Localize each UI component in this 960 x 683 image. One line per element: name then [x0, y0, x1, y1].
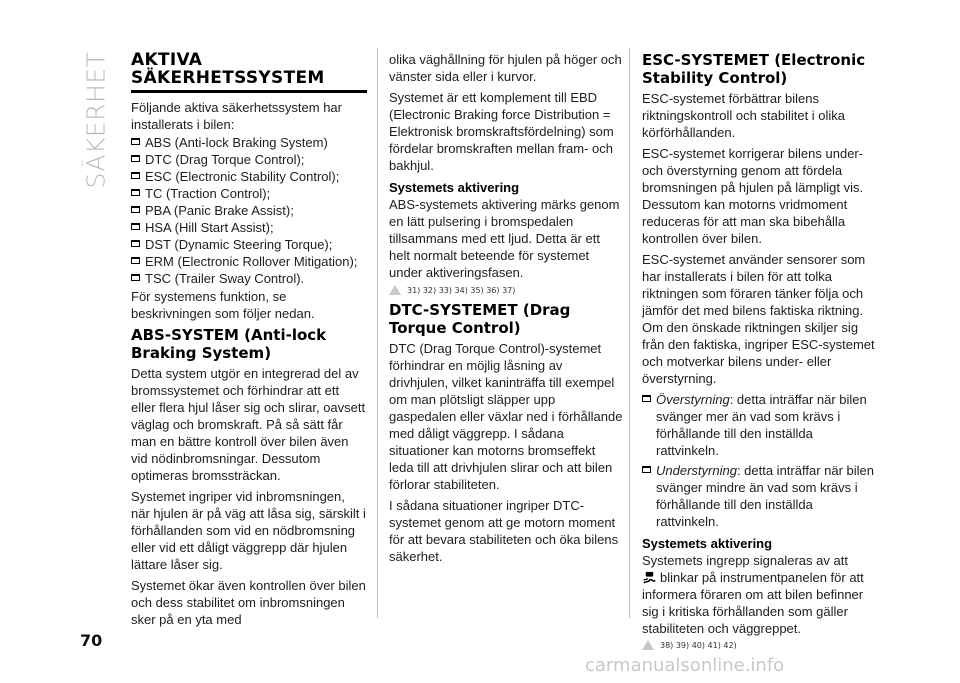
paragraph: ESC-systemet korrigerar bilens under- och överstyrning genom att fördela bromsningen på hjulen på lämpligt vis. Dessutom kan motorns vridmoment reduceras för att man ska bibehålla kontrollen över bilen. — [642, 146, 864, 246]
systems-list — [131, 134, 367, 287]
paragraph: Systemet är ett komplement till EBD (Electronic Braking force Distribution = Elektronisk bromskraftsfördelning) som fördelar bromskraften mellan fram- och bakhjul. — [389, 90, 614, 173]
outro-text: För systemens funktion, se beskrivningen som följer nedan. — [131, 289, 315, 321]
list-item: PBA (Panic Brake Assist); — [131, 202, 367, 219]
section-side-label: SÄKERHET — [81, 51, 111, 189]
title-underline — [131, 90, 367, 93]
warning-triangle-icon — [389, 285, 401, 295]
warning-references: 38) 39) 40) 41) 42) — [642, 640, 878, 650]
paragraph: I sådana situationer ingriper DTC-systemet genom att ge motorn moment för att bevara stabiliteten och öka bilens säkerhet. — [389, 498, 619, 564]
paragraph: olika väghållning för hjulen på höger och vänster sida eller i kurvor. — [389, 52, 622, 84]
column-3 — [642, 51, 878, 656]
section-title: AKTIVA — [131, 50, 203, 70]
bullet-icon — [131, 189, 140, 196]
bullet-icon — [131, 257, 140, 264]
bullet-icon — [131, 240, 140, 247]
activation-heading: Systemets aktivering — [389, 180, 520, 195]
list-item: DST (Dynamic Steering Torque); — [131, 236, 367, 253]
bullet-icon — [131, 172, 140, 179]
paragraph: DTC (Drag Torque Control)-systemet förhindrar en möjlig låsning av drivhjulen, vilket kaninträffa till exempel om man plötsligt släpper upp gaspedalen eller växlar ned i förhållande med dåligt väggrepp. I sådana situationer kan motorns bromseffekt leda till att drivhjulen slirar och att bilen förlorar stabiliteten. — [389, 341, 623, 492]
paragraph: ESC-systemet använder sensorer som har installerats i bilen för att tolka riktningen som föraren tänker följa och jämför det med bilens faktiska riktning. Om den önskade riktningen skiljer sig från den faktiska, ingriper ESC-systemet och motverkar bilens under- eller överstyrning. — [642, 252, 875, 386]
column-divider — [629, 48, 630, 618]
warning-triangle-icon — [642, 640, 654, 650]
bullet-icon — [131, 206, 140, 213]
page-number: 70 — [80, 631, 103, 650]
list-item: ERM (Electronic Rollover Mitigation); — [131, 253, 367, 270]
bullet-icon — [131, 223, 140, 230]
column-divider — [377, 48, 378, 618]
list-item: TSC (Trailer Sway Control). — [131, 270, 367, 287]
paragraph: Systemet ökar även kontrollen över bilen och dess stabilitet om inbromsningen sker på en yta med — [131, 578, 366, 627]
dtc-heading: DTC-SYSTEMET (Drag Torque Control) — [389, 301, 571, 337]
list-item: TC (Traction Control); — [131, 185, 367, 202]
intro-text: Följande aktiva säkerhetssystem har installerats i bilen: — [131, 100, 342, 132]
list-item: Understyrning: detta inträffar när bilen svänger mindre än vad som krävs i förhållande till den inställda rattvinkeln. — [642, 462, 878, 530]
watermark: carmanualsonline.info — [585, 655, 785, 676]
bullet-icon — [131, 138, 140, 145]
bullet-icon — [642, 395, 651, 402]
bullet-icon — [131, 155, 140, 162]
bullet-icon — [642, 466, 651, 473]
bullet-icon — [131, 274, 140, 281]
paragraph: Systemets ingrepp signaleras av att blinkar på instrumentpanelen för att informera föraren om att bilen befinner sig i kritiska förhållanden som gäller stabiliteten och väggreppet. — [642, 553, 864, 636]
activation-heading: Systemets aktivering — [642, 536, 773, 551]
paragraph: ESC-systemet förbättrar bilens riktningskontroll och stabilitet i olika körförhållanden. — [642, 91, 846, 140]
paragraph: Systemet ingriper vid inbromsningen, när hjulen är på väg att låsa sig, särskilt i förhållanden som vid en nödbromsning eller vid ett dåligt väggrepp där hjulen lättare låser sig. — [131, 489, 366, 572]
esc-heading: ESC-SYSTEMET (Electronic Stability Control) — [642, 51, 866, 87]
column-2 — [389, 51, 623, 569]
abs-heading: ABS-SYSTEM (Anti-lock Braking System) — [131, 326, 327, 362]
list-item: Överstyrning: detta inträffar när bilen svänger mer än vad som krävs i förhållande till den inställda rattvinkeln. — [642, 391, 878, 459]
paragraph: Detta system utgör en integrerad del av bromssystemet och förhindrar att ett eller flera hjul låser sig och slirar, oavsett väglag och bromskraft. På så sätt får man en bättre kontroll över bilen även vid nödinbromsningar. Dessutom optimeras bromssträckan. — [131, 366, 366, 483]
paragraph: ABS-systemets aktivering märks genom en lätt pulsering i bromspedalen tillsammans med ett ljud. Detta är ett helt normalt beteende för systemet under aktiveringsfasen. — [389, 197, 620, 280]
list-item: ESC (Electronic Stability Control); — [131, 168, 367, 185]
list-item: ABS (Anti-lock Braking System) — [131, 134, 367, 151]
list-item: HSA (Hill Start Assist); — [131, 219, 367, 236]
warning-references: 31) 32) 33) 34) 35) 36) 37) — [389, 285, 623, 295]
list-item: DTC (Drag Torque Control); — [131, 151, 367, 168]
esc-warning-light-icon — [642, 570, 657, 585]
section-title: SÄKERHETSSYSTEM — [131, 68, 325, 88]
column-1 — [131, 51, 367, 632]
